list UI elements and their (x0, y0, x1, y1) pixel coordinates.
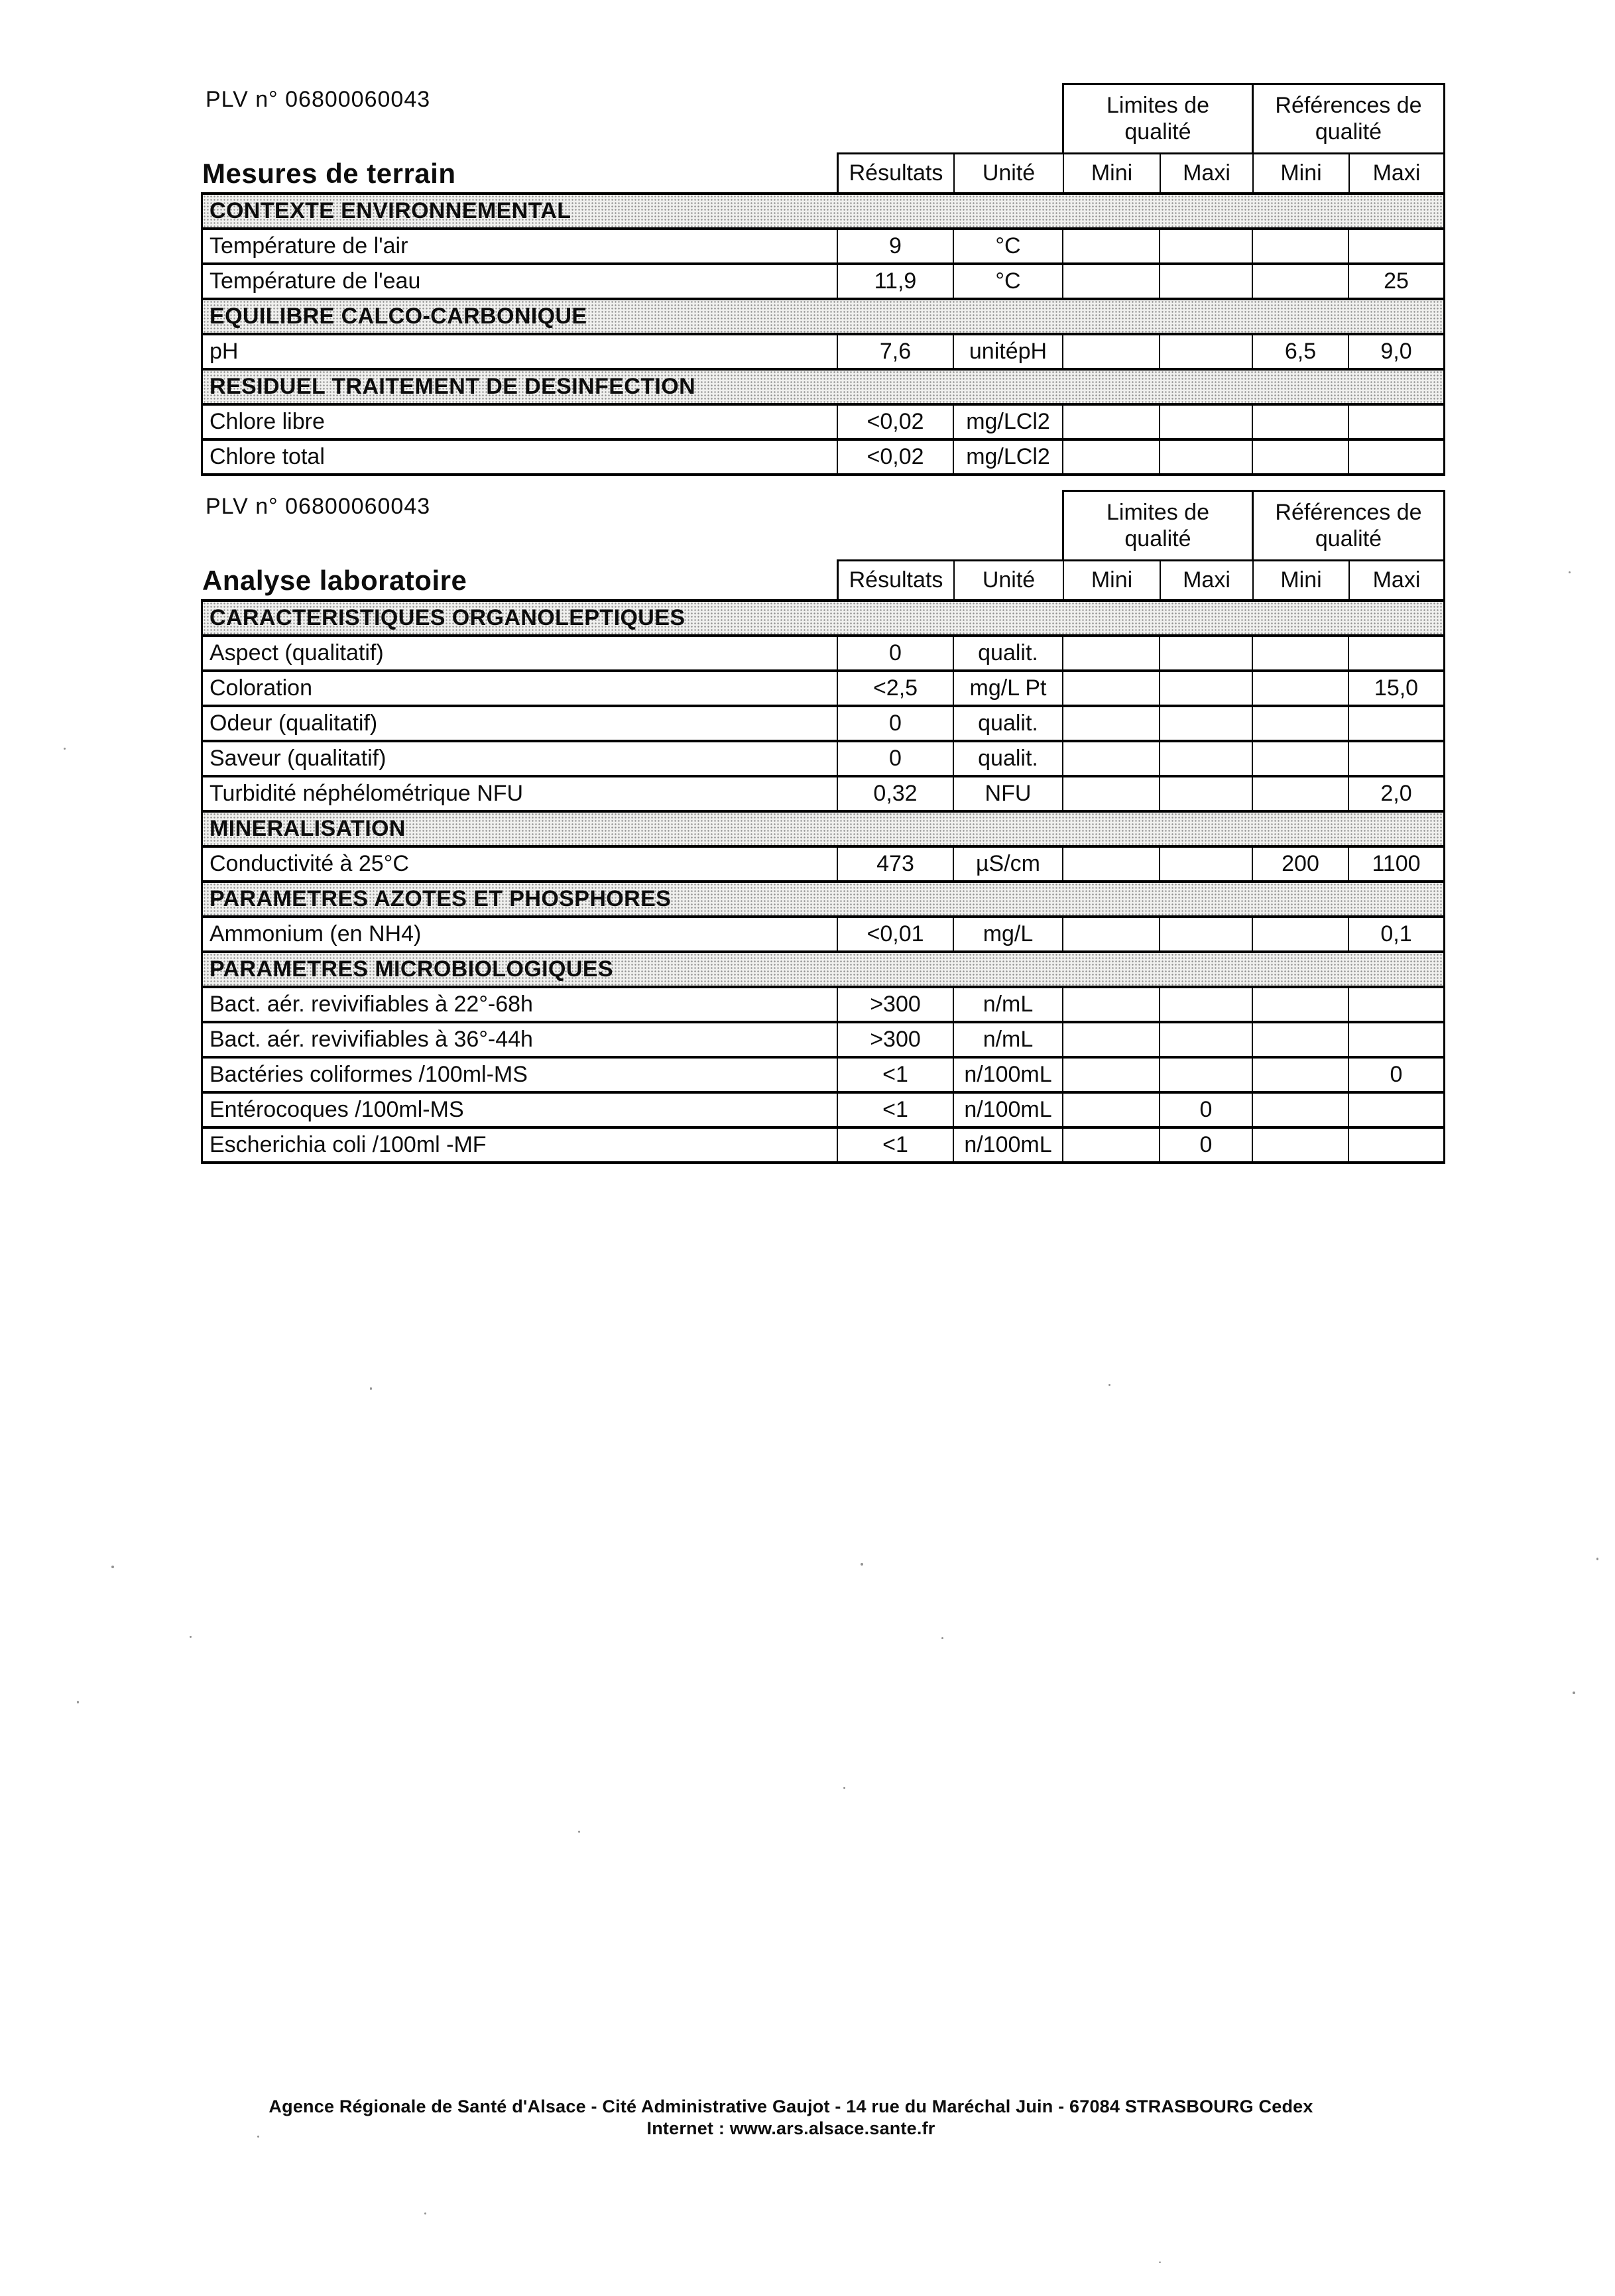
section-header-mineralisation: MINERALISATION (201, 810, 1445, 845)
footer-address-line: Agence Régionale de Santé d'Alsace - Cité Administrative Gaujot - 14 rue du Maréchal Juin - 67084 STRASBOURG Cedex (269, 2096, 1313, 2116)
param-name: Chlore libre (201, 406, 837, 438)
limite-maxi-value (1159, 335, 1252, 368)
limite-maxi-value (1159, 637, 1252, 669)
limite-maxi-value (1159, 265, 1252, 298)
table-row (201, 986, 1445, 1021)
unite-value: °C (953, 265, 1062, 298)
reference-mini-value (1252, 1023, 1348, 1056)
quality-group-headers (1062, 83, 1445, 152)
limite-mini-value (1062, 406, 1159, 438)
table-row (201, 262, 1445, 298)
analyse-laboratoire-table (201, 490, 1445, 1164)
unite-value: unitépH (953, 335, 1062, 368)
resultat-value: 9 (837, 230, 953, 262)
table-row (201, 227, 1445, 262)
resultat-value: <1 (837, 1129, 953, 1161)
col-limites-maxi: Maxi (1160, 154, 1252, 192)
resultat-value: 0,32 (837, 777, 953, 810)
reference-maxi-value (1348, 637, 1445, 669)
param-name: Bactéries coliformes /100ml-MS (201, 1059, 837, 1091)
param-name: Aspect (qualitatif) (201, 637, 837, 669)
col-references-mini: Mini (1252, 561, 1348, 599)
col-limites-maxi: Maxi (1160, 561, 1252, 599)
table-row (201, 705, 1445, 740)
table-row (201, 915, 1445, 950)
param-name: Bact. aér. revivifiables à 36°-44h (201, 1023, 837, 1056)
table-row (201, 1126, 1445, 1161)
footer-internet-line: Internet : www.ars.alsace.sante.fr (646, 2118, 935, 2138)
limite-mini-value (1062, 230, 1159, 262)
unite-value: qualit. (953, 742, 1062, 775)
reference-maxi-value: 1100 (1348, 848, 1445, 880)
section-header-residuel: RESIDUEL TRAITEMENT DE DESINFECTION (201, 368, 1445, 403)
section-header-equilibre: EQUILIBRE CALCO-CARBONIQUE (201, 298, 1445, 333)
unite-value: µS/cm (953, 848, 1062, 880)
reference-mini-value (1252, 230, 1348, 262)
limite-maxi-value (1159, 918, 1252, 950)
param-name: Température de l'air (201, 230, 837, 262)
resultat-value: 0 (837, 707, 953, 740)
limite-maxi-value (1159, 1023, 1252, 1056)
table2-header-zone (201, 490, 1445, 599)
table-row (201, 1021, 1445, 1056)
reference-maxi-value (1348, 230, 1445, 262)
table1-header-zone (201, 83, 1445, 192)
param-name: Chlore total (201, 441, 837, 473)
table2-title: Analyse laboratoire (202, 565, 467, 596)
limite-maxi-value: 0 (1159, 1094, 1252, 1126)
col-resultats: Résultats (849, 160, 943, 186)
reference-maxi-value (1348, 742, 1445, 775)
reference-maxi-value: 25 (1348, 265, 1445, 298)
unite-value: n/100mL (953, 1094, 1062, 1126)
table1-rows (201, 192, 1445, 476)
col-references-maxi: Maxi (1348, 561, 1443, 599)
table2-rows (201, 599, 1445, 1164)
table1-title: Mesures de terrain (202, 158, 456, 189)
limite-maxi-value (1159, 1059, 1252, 1091)
reference-mini-value (1252, 777, 1348, 810)
limite-maxi-value (1159, 777, 1252, 810)
reference-maxi-value (1348, 988, 1445, 1021)
plv-number: PLV n° 06800060043 (206, 494, 431, 519)
param-name: Ammonium (en NH4) (201, 918, 837, 950)
resultat-value: 0 (837, 742, 953, 775)
reference-maxi-value (1348, 1129, 1445, 1161)
limite-mini-value (1062, 918, 1159, 950)
table-row (201, 1056, 1445, 1091)
resultat-value: <0,02 (837, 441, 953, 473)
reference-maxi-value (1348, 441, 1445, 473)
limite-maxi-value (1159, 672, 1252, 705)
reference-maxi-value: 0,1 (1348, 918, 1445, 950)
limite-maxi-value (1159, 441, 1252, 473)
reference-mini-value (1252, 406, 1348, 438)
table-row (201, 845, 1445, 880)
limite-maxi-value (1159, 707, 1252, 740)
unite-value: NFU (953, 777, 1062, 810)
section-header-contexte: CONTEXTE ENVIRONNEMENTAL (201, 192, 1445, 227)
limite-mini-value (1062, 777, 1159, 810)
table-row (201, 634, 1445, 669)
unite-value: mg/L (953, 918, 1062, 950)
column-headers (837, 152, 1445, 192)
resultat-value: <1 (837, 1059, 953, 1091)
limites-de-qualite-header: Limites de qualité (1062, 83, 1252, 152)
limite-mini-value (1062, 707, 1159, 740)
unite-value: qualit. (953, 637, 1062, 669)
limites-de-qualite-header: Limites de qualité (1062, 490, 1252, 559)
param-name: Escherichia coli /100ml -MF (201, 1129, 837, 1161)
unite-value: mg/LCl2 (953, 406, 1062, 438)
reference-mini-value (1252, 1094, 1348, 1126)
table-row (201, 669, 1445, 705)
report-content (201, 0, 1445, 1164)
limite-mini-value (1062, 848, 1159, 880)
table-row (201, 438, 1445, 473)
limite-maxi-value: 0 (1159, 1129, 1252, 1161)
reference-maxi-value: 2,0 (1348, 777, 1445, 810)
limite-mini-value (1062, 441, 1159, 473)
limite-maxi-value (1159, 230, 1252, 262)
col-limites-mini: Mini (1063, 154, 1160, 192)
reference-mini-value: 6,5 (1252, 335, 1348, 368)
reference-mini-value (1252, 742, 1348, 775)
reference-mini-value (1252, 1059, 1348, 1091)
unite-value: mg/L Pt (953, 672, 1062, 705)
table-row (201, 403, 1445, 438)
unite-value: qualit. (953, 707, 1062, 740)
limite-maxi-value (1159, 848, 1252, 880)
unite-value: n/mL (953, 1023, 1062, 1056)
resultat-value: 473 (837, 848, 953, 880)
limite-mini-value (1062, 1059, 1159, 1091)
column-headers (837, 559, 1445, 599)
resultat-value: <2,5 (837, 672, 953, 705)
references-de-qualite-header: Références de qualité (1252, 83, 1445, 152)
reference-maxi-value (1348, 1023, 1445, 1056)
limite-mini-value (1062, 1094, 1159, 1126)
references-de-qualite-header: Références de qualité (1252, 490, 1445, 559)
param-name: Température de l'eau (201, 265, 837, 298)
col-unite: Unité (953, 154, 1063, 192)
reference-mini-value (1252, 707, 1348, 740)
table-row (201, 333, 1445, 368)
reference-mini-value (1252, 988, 1348, 1021)
table-row (201, 775, 1445, 810)
resultat-value: <0,02 (837, 406, 953, 438)
reference-mini-value: 200 (1252, 848, 1348, 880)
unite-value: n/100mL (953, 1129, 1062, 1161)
reference-maxi-value (1348, 406, 1445, 438)
col-unite: Unité (953, 561, 1063, 599)
reference-mini-value (1252, 672, 1348, 705)
param-name: pH (201, 335, 837, 368)
mesures-de-terrain-table (201, 83, 1445, 476)
col-resultats: Résultats (849, 567, 943, 593)
unite-value: n/100mL (953, 1059, 1062, 1091)
reference-mini-value (1252, 918, 1348, 950)
footer (201, 2096, 1381, 2140)
limite-maxi-value (1159, 988, 1252, 1021)
limite-mini-value (1062, 672, 1159, 705)
plv-number: PLV n° 06800060043 (206, 87, 431, 112)
reference-mini-value (1252, 265, 1348, 298)
resultat-value: >300 (837, 1023, 953, 1056)
resultat-value: 0 (837, 637, 953, 669)
section-header-azotes-phosphores: PARAMETRES AZOTES ET PHOSPHORES (201, 880, 1445, 915)
param-name: Odeur (qualitatif) (201, 707, 837, 740)
quality-group-headers (1062, 490, 1445, 559)
param-name: Coloration (201, 672, 837, 705)
param-name: Turbidité néphélométrique NFU (201, 777, 837, 810)
table-row (201, 740, 1445, 775)
reference-maxi-value: 15,0 (1348, 672, 1445, 705)
section-header-microbiologiques: PARAMETRES MICROBIOLOGIQUES (201, 950, 1445, 986)
reference-maxi-value: 0 (1348, 1059, 1445, 1091)
reference-mini-value (1252, 1129, 1348, 1161)
limite-mini-value (1062, 1129, 1159, 1161)
resultat-value: 7,6 (837, 335, 953, 368)
reference-maxi-value (1348, 707, 1445, 740)
reference-maxi-value: 9,0 (1348, 335, 1445, 368)
table-row (201, 1091, 1445, 1126)
param-name: Entérocoques /100ml-MS (201, 1094, 837, 1126)
reference-mini-value (1252, 637, 1348, 669)
resultat-value: 11,9 (837, 265, 953, 298)
unite-value: n/mL (953, 988, 1062, 1021)
unite-value: mg/LCl2 (953, 441, 1062, 473)
section-header-organoleptiques: CARACTERISTIQUES ORGANOLEPTIQUES (201, 599, 1445, 634)
limite-maxi-value (1159, 742, 1252, 775)
limite-mini-value (1062, 742, 1159, 775)
col-references-mini: Mini (1252, 154, 1348, 192)
param-name: Bact. aér. revivifiables à 22°-68h (201, 988, 837, 1021)
resultat-value: <1 (837, 1094, 953, 1126)
limite-mini-value (1062, 988, 1159, 1021)
param-name: Conductivité à 25°C (201, 848, 837, 880)
param-name: Saveur (qualitatif) (201, 742, 837, 775)
limite-mini-value (1062, 1023, 1159, 1056)
limite-mini-value (1062, 335, 1159, 368)
limite-mini-value (1062, 637, 1159, 669)
unite-value: °C (953, 230, 1062, 262)
reference-mini-value (1252, 441, 1348, 473)
resultat-value: >300 (837, 988, 953, 1021)
limite-mini-value (1062, 265, 1159, 298)
reference-maxi-value (1348, 1094, 1445, 1126)
col-references-maxi: Maxi (1348, 154, 1443, 192)
resultat-value: <0,01 (837, 918, 953, 950)
limite-maxi-value (1159, 406, 1252, 438)
col-limites-mini: Mini (1063, 561, 1160, 599)
